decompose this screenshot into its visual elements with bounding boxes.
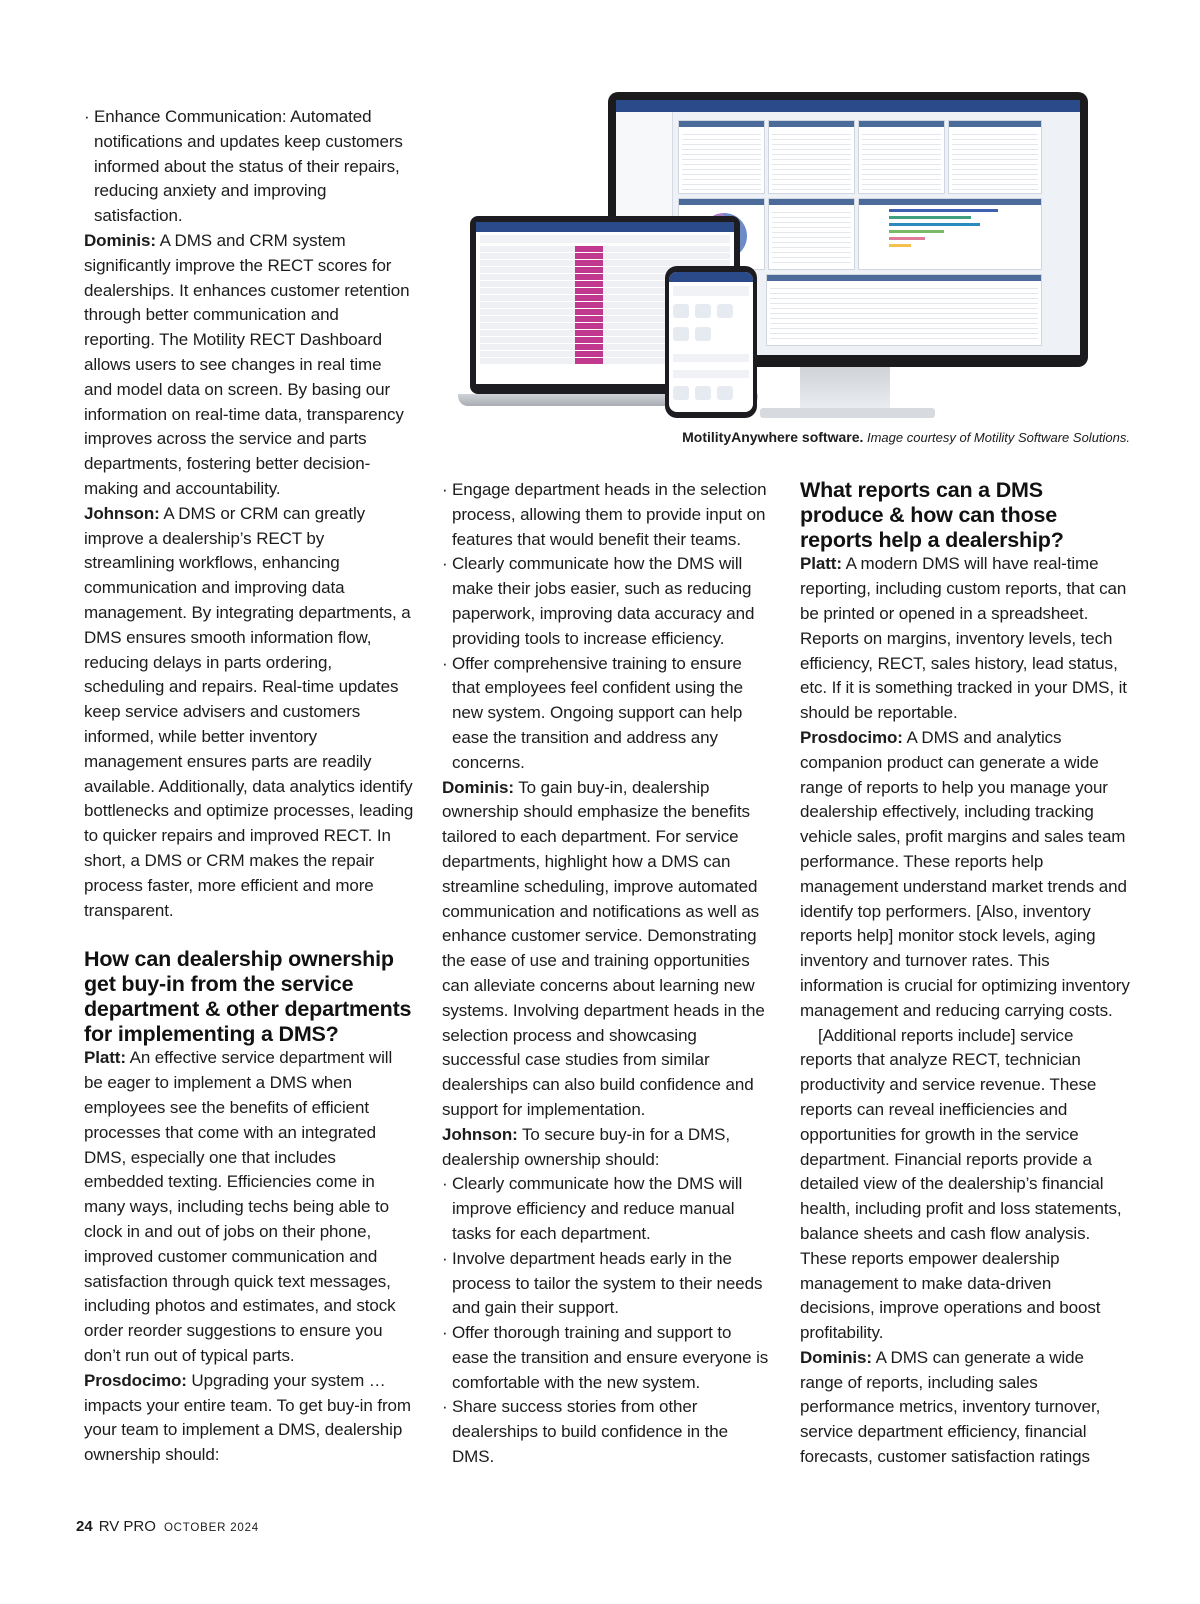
software-screenshot-image (470, 86, 1130, 431)
bullet-item: · Clearly communicate how the DMS will improve efficiency and reduce manual tasks for each department. (442, 1172, 772, 1246)
answer-text: To gain buy-in, dealership ownership should emphasize the benefits tailored to each department. For service departments, highlight how a DMS can streamline scheduling, improve automated communication and notifications as well as enhance customer service. Demonstrating the ease of use and training opportunities can alleviate concerns about learning new systems. Involving department heads in the selection process and showcasing successful case studies from similar dealerships can also build confidence and support for implementation. (442, 777, 765, 1119)
bullet-item: · Share success stories from other dealerships to build confidence in the DMS. (442, 1395, 772, 1469)
paragraph-platt (84, 1046, 414, 1368)
paragraph-prosdocimo (800, 726, 1130, 1024)
caption-title: MotilityAnywhere software. (682, 429, 864, 445)
paragraph-additional-reports: [Additional reports include] service reports that analyze RECT, technician productivity and service revenue. These reports can reveal inefficiencies and opportunities for growth in the service department. Financial reports provide a detailed view of the dealership’s financial health, including profit and loss statements, balance sheets and cash flow analysis. These reports empower dealership management to make data-driven decisions, improve operations and boost profitability. (800, 1025, 1122, 1343)
mobile-app-screen (669, 272, 753, 412)
speaker-label: Platt: (800, 554, 842, 574)
answer-text: A DMS can generate a wide range of reports, including sales performance metrics, inventory turnover, service department efficiency, financial forecasts, customer satisfaction ratings (800, 1347, 1101, 1467)
article-column-3 (800, 478, 1130, 1470)
speaker-label: Dominis: (800, 1347, 872, 1367)
speaker-label: Dominis: (84, 230, 156, 250)
bullet-enhance-communication: · Enhance Communication: Automated notifications and updates keep customers informed about the status of their repairs, reducing anxiety and improving satisfaction. (84, 105, 414, 229)
bullet-item: · Involve department heads early in the process to tailor the system to their needs and gain their support. (442, 1247, 772, 1321)
speaker-label: Johnson: (442, 1124, 518, 1144)
speaker-label: Prosdocimo: (84, 1370, 187, 1390)
answer-text: To secure buy-in for a DMS, dealership ownership should: (442, 1124, 731, 1169)
paragraph-johnson (442, 1123, 772, 1173)
speaker-label: Platt: (84, 1048, 126, 1068)
bullet-item: · Clearly communicate how the DMS will make their jobs easier, such as reducing paperwork, improving data accuracy and providing tools to increase efficiency. (442, 552, 772, 651)
bullet-item: · Offer comprehensive training to ensure that employees feel confident using the new system. Ongoing support can help ease the transition and address any concerns. (442, 652, 772, 776)
speaker-label: Prosdocimo: (800, 727, 903, 747)
answer-text: Upgrading your system … impacts your entire team. To get buy-in from your team to implement a DMS, dealership ownership should: (84, 1370, 411, 1465)
section-heading-reports: What reports can a DMS produce & how can those reports help a dealership? (800, 478, 1064, 552)
answer-text: A DMS and analytics companion product can generate a wide range of reports to help you manage your dealership effectively, including tracking vehicle sales, profit margins and sales team performance. These reports help management understand market trends and identify top performers. [Also, inventory reports help] monitor stock levels, aging inventory and turnover rates. This information is crucial for optimizing inventory management and reducing carrying costs. (800, 727, 1130, 1020)
paragraph-johnson (84, 502, 414, 924)
page-number: 24 (76, 1518, 93, 1535)
issue-date: OCTOBER 2024 (163, 1522, 259, 1534)
section-heading-buy-in: How can dealership ownership get buy-in from the service department & other departments for implementing a DMS? (84, 947, 412, 1046)
paragraph-prosdocimo (84, 1369, 414, 1468)
answer-text: An effective service department will be eager to implement a DMS when employees see the benefits of efficient processes that come with an integrated DMS, especially one that includes embedded texting. Efficiencies come in many ways, including techs being able to clock in and out of jobs on their phone, improved customer communication and satisfaction through quick text messages, including photos and estimates, and stock order reorder suggestions to ensure you don’t run out of typical parts. (84, 1048, 396, 1366)
paragraph-dominis (800, 1346, 1130, 1470)
article-column-1 (84, 105, 414, 1468)
page-footer (76, 1518, 259, 1537)
magazine-name: RV PRO (98, 1518, 156, 1535)
answer-text: A DMS and CRM system significantly improve the RECT scores for dealerships. It enhances customer retention through better communication and reporting. The Motility RECT Dashboard allows users to see changes in real time and model data on screen. By basing our information on real-time data, transparency improves across the service and parts departments, fostering better decision-making and accountability. (84, 230, 410, 498)
caption-credit: Image courtesy of Motility Software Solutions. (863, 430, 1130, 445)
image-caption (682, 428, 1130, 447)
answer-text: A modern DMS will have real-time reporting, including custom reports, that can be printed or opened in a spreadsheet. Reports on margins, inventory levels, tech efficiency, RECT, sales history, lead status, etc. If it is something tracked in your DMS, it should be reportable. (800, 554, 1127, 723)
bullet-item: · Offer thorough training and support to ease the transition and ensure everyone is comfortable with the new system. (442, 1321, 772, 1395)
paragraph-platt (800, 552, 1130, 726)
article-column-2 (442, 478, 772, 1470)
mobile-phone-device (665, 266, 757, 418)
speaker-label: Dominis: (442, 777, 514, 797)
speaker-label: Johnson: (84, 503, 160, 523)
answer-text: A DMS or CRM can greatly improve a dealership’s RECT by streamlining workflows, enhancing communication and improving data management. By integrating departments, a DMS ensures smooth information flow, reducing delays in parts ordering, scheduling and repairs. Real-time updates keep service advisers and customers informed, while better inventory management ensures parts are readily available. Additionally, data analytics identify bottlenecks and optimize processes, leading to quicker repairs and improved RECT. In short, a DMS or CRM makes the repair process faster, more efficient and more transparent. (84, 503, 414, 920)
paragraph-dominis (442, 776, 772, 1123)
bullet-item: · Engage department heads in the selection process, allowing them to provide input on features that would benefit their teams. (442, 478, 772, 552)
paragraph-dominis (84, 229, 414, 502)
